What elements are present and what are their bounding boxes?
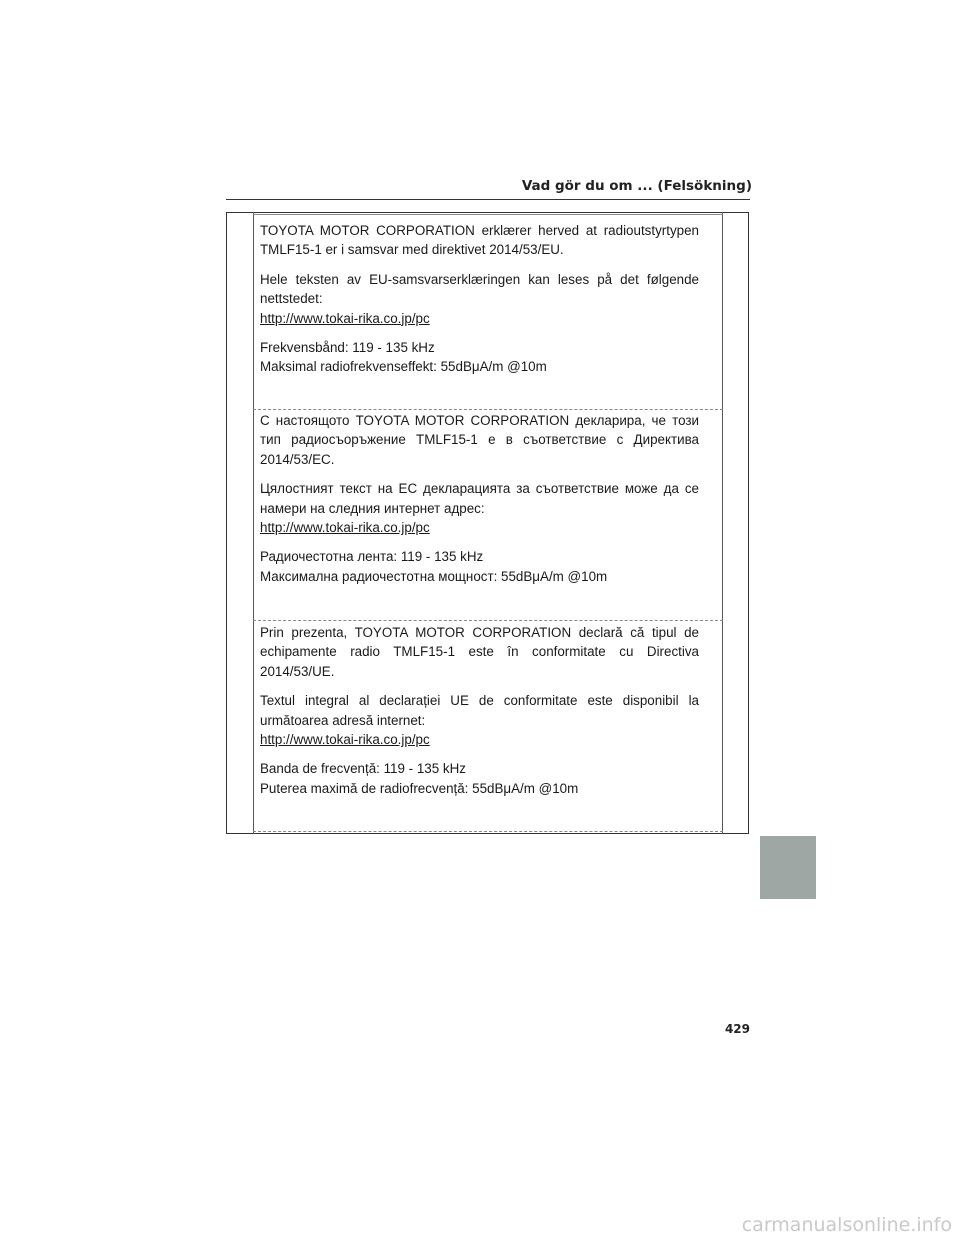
- section-fulltext-note: Textul integral al declarației UE de conformitate este disponibil la următoarea adresă internet:: [260, 693, 699, 728]
- section-frequency: Радиочестотна лента: 119 - 135 kHz: [260, 549, 484, 565]
- section-statement: TOYOTA MOTOR CORPORATION erklærer herved at radioutstyrtypen TMLF15-1 er i samsvar med direktivet 2014/53/EU.: [260, 223, 699, 258]
- section-statement: Prin prezenta, TOYOTA MOTOR CORPORATION declară că tipul de echipamente radio TMLF15-1 este în conformitate cu Directiva 2014/53/UE.: [260, 625, 699, 679]
- watermark: carmanualsonline.info: [741, 1214, 952, 1236]
- page-number: 429: [724, 1022, 750, 1036]
- header-rule: [226, 199, 750, 200]
- section-url-link[interactable]: http://www.tokai-rika.co.jp/pc: [260, 520, 430, 536]
- section-frequency: Frekvensbånd: 119 - 135 kHz: [260, 340, 435, 356]
- section-statement: С настоящото TOYOTA MOTOR CORPORATION декларира, че този тип радиосъоръжение TMLF15-1 е в съответствие с Директива 2014/53/ЕС.: [260, 413, 699, 467]
- section-bulgarian: [253, 404, 723, 586]
- page-header-title: Vad gör du om ... (Felsökning): [521, 178, 752, 194]
- section-frequency: Banda de frecvență: 119 - 135 kHz: [260, 761, 466, 777]
- bottom-divider: [253, 831, 723, 832]
- section-max-power: Puterea maximă de radiofrecvență: 55dBμA/m @10m: [260, 780, 579, 796]
- section-max-power: Максимална радиочестотна мощност: 55dBμA/m @10m: [260, 568, 608, 584]
- chapter-side-tab: [760, 836, 816, 899]
- section-norwegian: [253, 214, 723, 377]
- section-fulltext-note: Цялостният текст на ЕС декларацията за съответствие може да се намери на следния интернет адрес:: [260, 481, 699, 516]
- section-fulltext-note: Hele teksten av EU-samsvarserklæringen kan leses på det følgende nettstedet:: [260, 271, 699, 307]
- section-url-link[interactable]: http://www.tokai-rika.co.jp/pc: [260, 310, 430, 326]
- section-url-link[interactable]: http://www.tokai-rika.co.jp/pc: [260, 732, 430, 748]
- section-romanian: [253, 616, 723, 798]
- section-max-power: Maksimal radiofrekvenseffekt: 55dBμA/m @10m: [260, 359, 547, 375]
